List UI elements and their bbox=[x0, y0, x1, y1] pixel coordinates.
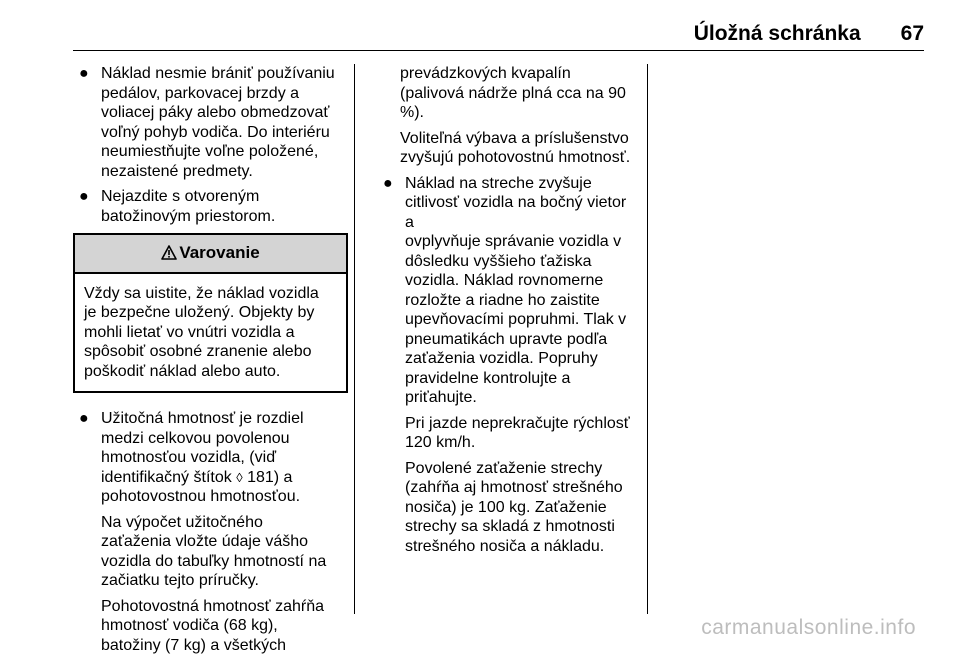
paragraph: Pohotovostná hmotnosť zahŕňa hmotnosť vodiča (68 kg), batožiny (7 kg) a všetkých bbox=[101, 597, 325, 654]
cross-reference-page: 181) a bbox=[247, 468, 293, 486]
warning-text: Vždy sa uistite, že náklad vozidla je bezpečne uložený. Objekty by mohli lietať vo vnútri vozidla a spôsobiť osobné zranenie alebo poškodiť náklad alebo auto. bbox=[84, 284, 319, 380]
bullet-paragraph: Náklad nesmie brániť používaniu pedálov, parkovacej brzdy a voliacej páky alebo obmedzovať voľný pohyb vodiča. Do interiéru neumiestňujte voľne položené, nezaistené predmety. bbox=[101, 65, 335, 180]
bullet-item bbox=[73, 409, 348, 655]
column-divider-right bbox=[647, 64, 648, 614]
text-column-right bbox=[377, 64, 639, 562]
paragraph: Pri jazde neprekračujte rýchlosť 120 km/h. bbox=[405, 414, 630, 451]
paragraph: prevádzkových kvapalín (palivová nádrže plná cca na 90 %). bbox=[400, 65, 626, 121]
bullet-paragraph: Nejazdite s otvoreným batožinovým priestorom. bbox=[101, 188, 276, 225]
text-column-left bbox=[73, 64, 348, 661]
continued-text bbox=[377, 64, 639, 168]
page-reference-icon: ◊ bbox=[236, 469, 243, 485]
watermark: carmanualsonline.info bbox=[701, 616, 916, 639]
cross-reference-label: identifikačný štítok bbox=[101, 468, 232, 486]
warning-box bbox=[73, 233, 348, 393]
bullet-paragraph bbox=[101, 409, 348, 507]
page-header bbox=[694, 22, 924, 46]
bullet-item bbox=[73, 187, 348, 226]
page-title: Úložná schránka bbox=[693, 22, 861, 45]
bullet-dot: ● bbox=[79, 65, 89, 82]
bullet-dot: ● bbox=[383, 174, 393, 192]
page-number: 67 bbox=[900, 22, 924, 45]
warning-title: Varovanie bbox=[179, 243, 260, 262]
warning-header bbox=[75, 235, 346, 274]
column-divider-left bbox=[354, 64, 355, 614]
paragraph: Voliteľná výbava a príslušenstvo zvyšujú pohotovostnú hmotnosť. bbox=[400, 129, 631, 166]
paragraph: Na výpočet užitočného zaťaženia vložte údaje vášho vozidla do tabuľky hmotností na začiatku tejto príručky. bbox=[101, 513, 327, 589]
bullet-paragraph: Náklad na streche zvyšuje citlivosť vozidla na bočný vietor a ovplyvňuje správanie vozidla v dôsledku vyššieho ťažiska vozidla. Náklad rovnomerne rozložte a riadne ho zaistite upevňovacími popruhmi. Tlak v pneumatikách upravte podľa zaťaženia vozidla. Popruhy pravidelne kontrolujte a priťahujte. bbox=[405, 174, 627, 406]
bullet-item bbox=[73, 64, 348, 181]
bullet-dot: ● bbox=[79, 188, 89, 205]
header-divider bbox=[73, 50, 924, 51]
paragraph-lines: Užitočná hmotnosť je rozdiel medzi celkovou povolenou hmotnosťou vozidla, (viď bbox=[101, 410, 304, 466]
paragraph-lines: pohotovostnou hmotnosťou. bbox=[101, 488, 301, 505]
bullet-dot: ● bbox=[79, 410, 89, 427]
bullet-item bbox=[377, 174, 639, 557]
paragraph: Povolené zaťaženie strechy (zahŕňa aj hmotnosť strešného nosiča) je 100 kg. Zaťaženie strechy sa skladá z hmotnosti strešného nosiča a nákladu. bbox=[405, 459, 623, 555]
warning-triangle-icon bbox=[161, 245, 177, 265]
